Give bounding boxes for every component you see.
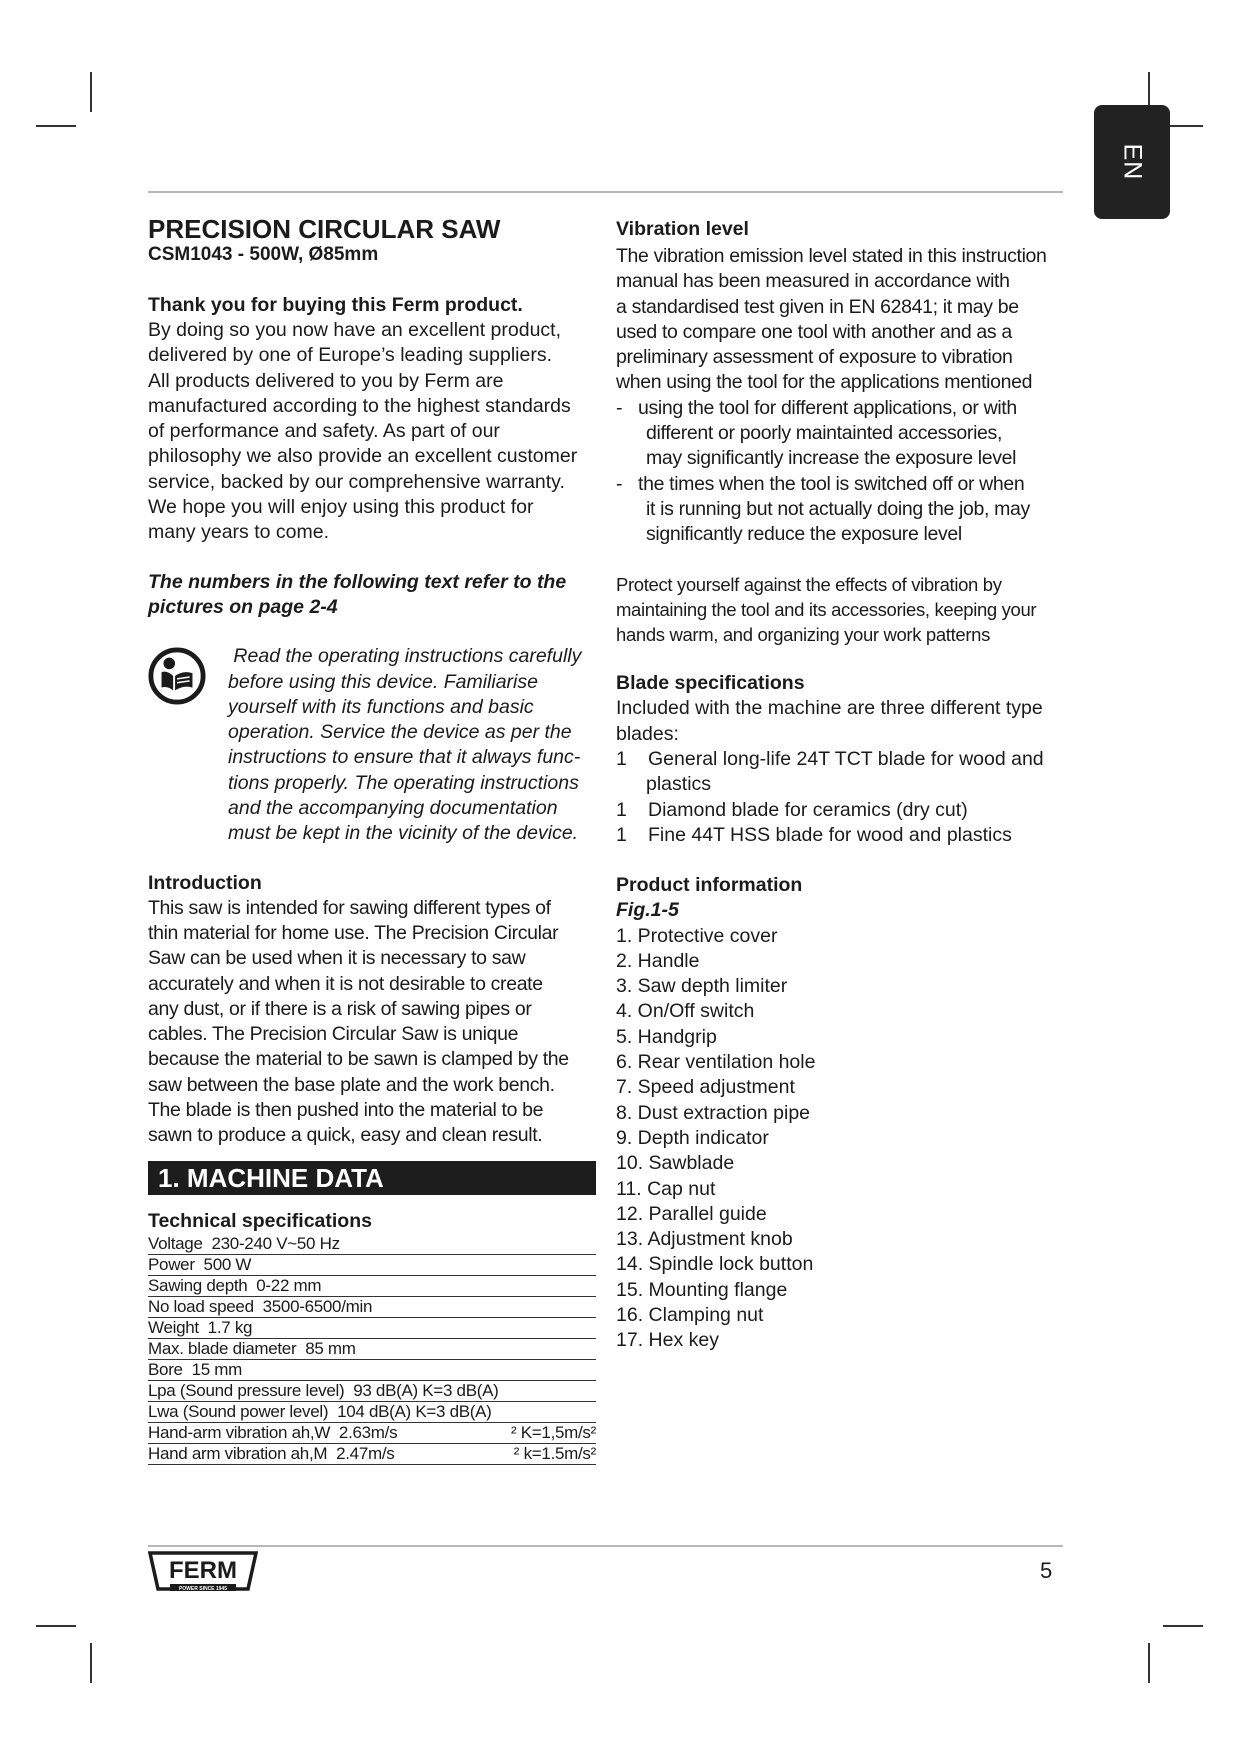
text-line: Read the operating instructions carefully [228,645,582,668]
blade-qty: 1 [616,798,627,821]
list-item: 7. Speed adjustment [616,1076,795,1099]
read-manual-icon [148,647,206,705]
list-item: 1. Protective cover [616,924,778,947]
text-line: sawn to produce a quick, easy and clean result. [148,1124,543,1147]
table-row [148,1254,596,1275]
text-line: maintaining the tool and its accessories, keeping your [616,598,1037,620]
spec-label: Bore [148,1359,183,1379]
thanks-heading: Thank you for buying this Ferm product. [148,294,523,316]
spec-label: Hand-arm vibration ah,W [148,1422,331,1442]
table-row [148,1422,596,1443]
list-item: 6. Rear ventilation hole [616,1051,816,1074]
svg-text:FERM: FERM [169,1557,237,1584]
page-number: 5 [1040,1558,1053,1583]
text-line: manual has been measured in accordance with [616,270,1010,293]
bullet-marker: - [616,472,623,495]
text-line: By doing so you now have an excellent product, [148,319,562,341]
list-item [616,798,1070,823]
text-line: may significantly increase the exposure level [646,447,1017,470]
text-line: plastics [646,773,712,796]
model-subtitle: CSM1043 - 500W, Ø85mm [148,244,379,265]
parts-list [616,924,1070,1354]
text-line: and the accompanying documentation [228,797,558,820]
svg-text:POWER SINCE 1945: POWER SINCE 1945 [178,1586,228,1592]
list-item: 14. Spindle lock button [616,1253,814,1276]
spec-value: 0-22 mm [256,1275,322,1295]
bullet-marker: - [616,396,623,419]
text-line: All products delivered to you by Ferm are [148,369,504,392]
table-row [148,1401,596,1422]
text-line: hands warm, and organizing your work patterns [616,624,990,646]
list-item: 11. Cap nut [616,1177,716,1200]
footer-rule [148,1545,1063,1547]
spec-value: 1.7 kg [207,1317,253,1337]
spec-extra [509,1338,596,1359]
blade-qty: 1 [616,823,627,846]
ferm-logo [148,1549,258,1597]
spec-extra [509,1254,596,1275]
spec-extra: ² K=1,5m/s² [509,1422,596,1443]
text-line: tions properly. The operating instructions [228,771,579,794]
text-line: The blade is then pushed into the material to be [148,1099,544,1122]
text-line: General long-life 24T TCT blade for wood and [648,748,1044,771]
list-item: 5. Handgrip [616,1025,717,1048]
text-line: instructions to ensure that it always func- [228,746,581,769]
spec-value: 230-240 V~50 Hz [211,1233,340,1253]
text-line: any dust, or if there is a risk of sawing pipes or [148,997,532,1020]
list-item: 12. Parallel guide [616,1202,767,1225]
text-line: Diamond blade for ceramics (dry cut) [648,798,968,821]
specs-table [148,1234,596,1465]
spec-value: 2.63m/s [338,1422,398,1442]
list-item: 17. Hex key [616,1329,719,1352]
read-instructions-note [148,644,596,846]
text-line: Included with the machine are three different type [616,697,1043,720]
table-row [148,1359,596,1380]
list-item: 4. On/Off switch [616,1000,755,1023]
text-line: operation. Service the device as per the [228,721,572,744]
spec-label: Hand arm vibration ah,M [148,1443,328,1463]
spec-label: Lpa (Sound pressure level) [148,1380,345,1400]
text-line: before using this device. Familiarise [228,670,538,693]
text-line: manufactured according to the highest standards [148,394,571,417]
text-line: Protect yourself against the effects of vibration by [616,573,1002,595]
list-item: 13. Adjustment knob [616,1228,793,1251]
language-code: EN [1118,143,1147,181]
language-tab [1094,105,1170,219]
text-line: philosophy we also provide an excellent customer [148,445,578,468]
spec-extra [509,1359,596,1380]
text-line: yourself with its functions and basic [228,695,534,718]
text-line: using the tool for different applications, or with [638,396,1017,419]
text-line: service, backed by our comprehensive warranty. [148,470,565,493]
vibration-paragraph [616,244,1070,396]
figure-label: Fig.1-5 [616,899,679,922]
crop-mark [90,72,92,112]
intro-paragraph [148,896,596,1149]
list-item: 15. Mounting flange [616,1278,788,1301]
spec-label: No load speed [148,1296,254,1316]
header-rule [148,191,1063,193]
blade-intro [616,696,1070,747]
text-line: when using the tool for the applications mentioned [616,371,1033,394]
vibration-heading: Vibration level [616,218,749,240]
spec-label: Weight [148,1317,199,1337]
text-line: The numbers in the following text refer to the [148,570,567,593]
table-row [148,1338,596,1359]
product-heading: Product information [616,874,803,897]
spec-value: 500 W [203,1254,252,1274]
crop-mark [36,125,76,127]
table-row [148,1380,596,1401]
crop-mark [1148,1643,1150,1683]
text-line: a standardised test given in EN 62841; it may be [616,295,1019,318]
text-line: We hope you will enjoy using this product for [148,496,534,519]
spec-value: 2.47m/s [336,1443,395,1463]
page-title: PRECISION CIRCULAR SAW [148,214,501,244]
text-line: The vibration emission level stated in this instruction [616,245,1047,267]
spec-extra [509,1317,596,1338]
table-row [148,1275,596,1296]
list-item: 10. Sawblade [616,1152,735,1175]
spec-value: 104 dB(A) K=3 dB(A) [337,1401,492,1421]
numbers-note [148,570,596,621]
left-column [148,214,596,1465]
spec-label: Lwa (Sound power level) [148,1401,329,1421]
text-line: blades: [616,722,679,745]
crop-mark [90,1643,92,1683]
text-line: preliminary assessment of exposure to vibration [616,346,1013,369]
text-line: Saw can be used when it is necessary to saw [148,947,526,970]
text-line: This saw is intended for sawing different types of [148,896,551,919]
blade-heading: Blade specifications [616,672,805,695]
section-banner: 1. MACHINE DATA [148,1161,596,1195]
text-line: cables. The Precision Circular Saw is unique [148,1023,519,1046]
text-line: used to compare one tool with another and as a [616,320,1012,343]
spec-label: Voltage [148,1233,203,1253]
spec-value: 85 mm [305,1338,356,1358]
list-item [616,472,1070,548]
spec-label: Power [148,1254,195,1274]
spec-label: Max. blade diameter [148,1338,297,1358]
list-item [616,823,1070,848]
text-line: pictures on page 2-4 [148,595,338,618]
spec-extra [509,1234,596,1255]
list-item: 8. Dust extraction pipe [616,1101,811,1124]
spec-value: 15 mm [191,1359,243,1379]
protect-paragraph [616,572,1070,648]
text-line: different or poorly maintainted accessories, [646,422,1003,445]
thanks-paragraph [148,318,596,546]
blade-qty: 1 [616,748,627,771]
table-row [148,1317,596,1338]
table-row [148,1443,596,1464]
spec-extra [509,1380,596,1401]
text-line: it is running but not actually doing the job, may [646,497,1030,520]
text-line: must be kept in the vicinity of the device. [228,822,579,845]
crop-mark [36,1625,76,1627]
spec-label: Sawing depth [148,1275,248,1295]
specs-heading: Technical specifications [148,1209,372,1232]
text-line: because the material to be sawn is clamped by the [148,1048,569,1071]
spec-extra [509,1275,596,1296]
spec-value: 93 dB(A) K=3 dB(A) [353,1380,499,1400]
list-item: 2. Handle [616,949,700,972]
intro-heading: Introduction [148,871,262,894]
right-column [616,214,1070,1354]
list-item: 3. Saw depth limiter [616,975,788,998]
crop-mark [1163,1625,1203,1627]
list-item [616,396,1070,472]
list-item [616,747,1070,798]
text-line: significantly reduce the exposure level [646,523,962,546]
text-line: Fine 44T HSS blade for wood and plastics [648,823,1012,846]
table-row [148,1234,596,1255]
text-line: many years to come. [148,521,329,544]
spec-extra [509,1401,596,1422]
spec-extra: ² k=1.5m/s² [509,1443,596,1464]
text-line: saw between the base plate and the work bench. [148,1073,555,1096]
text-line: the times when the tool is switched off or when [638,472,1025,495]
table-row [148,1296,596,1317]
spec-extra [509,1296,596,1317]
text-line: of performance and safety. As part of our [148,420,500,443]
text-line: delivered by one of Europe’s leading suppliers. [148,344,552,367]
spec-value: 3500-6500/min [262,1296,373,1316]
list-item: 16. Clamping nut [616,1303,764,1326]
list-item: 9. Depth indicator [616,1126,769,1149]
text-line: accurately and when it is not desirable to create [148,972,543,995]
text-line: thin material for home use. The Precision Circular [148,921,559,944]
